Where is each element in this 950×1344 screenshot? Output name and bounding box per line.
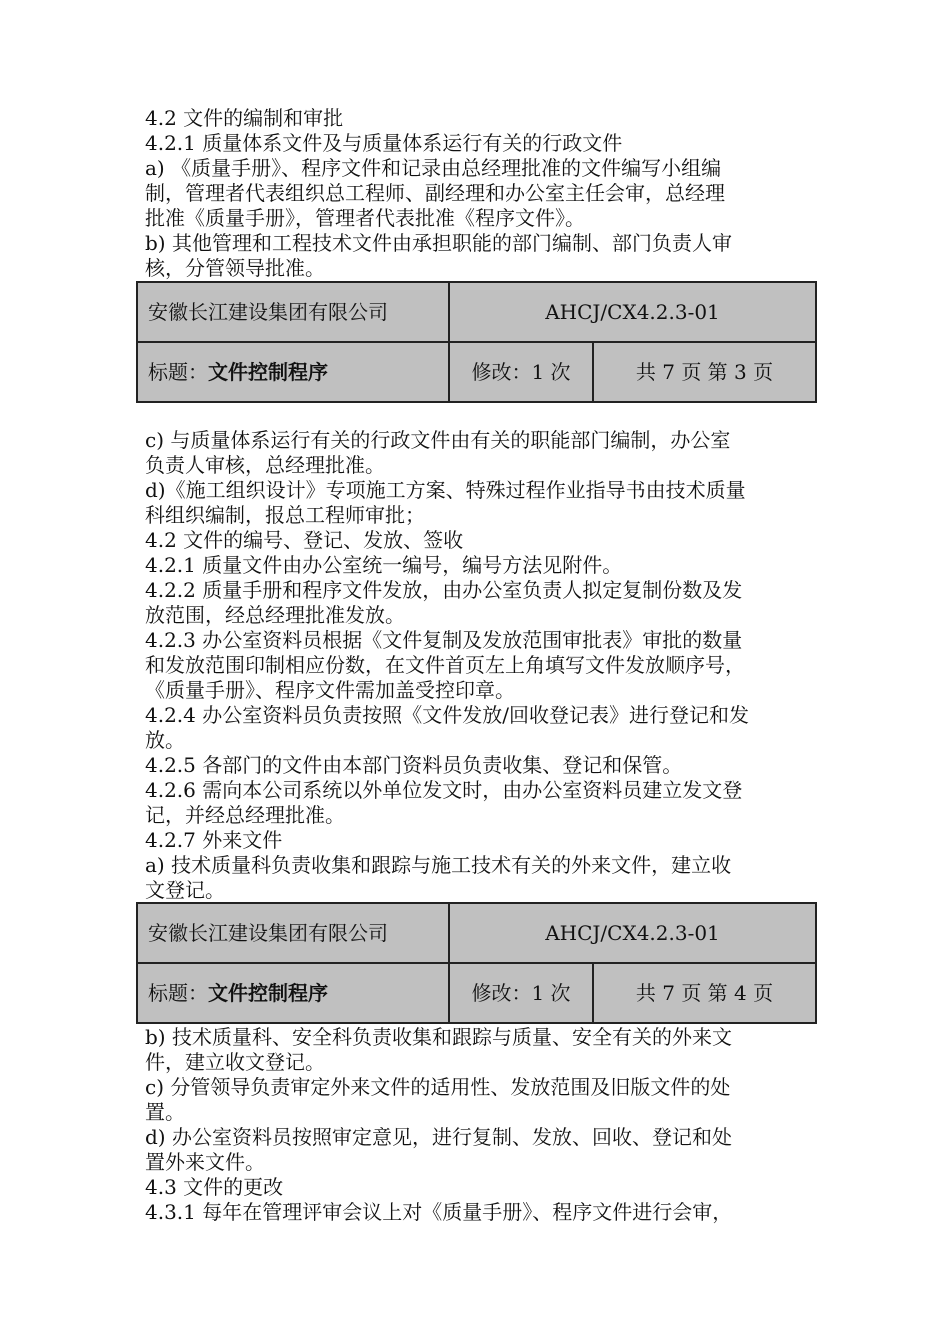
text-line: 放范围，经总经理批准发放。 bbox=[145, 603, 405, 627]
text-line: a) 《质量手册》、程序文件和记录由总经理批准的文件编写小组编 bbox=[145, 156, 722, 180]
text-line: d)《施工组织设计》专项施工方案、特殊过程作业指导书由技术质量 bbox=[145, 478, 746, 502]
title-prefix: 标题： bbox=[148, 359, 208, 384]
title-prefix: 标题： bbox=[148, 980, 208, 1005]
text-line: 置。 bbox=[145, 1100, 185, 1124]
text-line: 件，建立收文登记。 bbox=[145, 1050, 325, 1074]
text-line: 4.3.1 每年在管理评审会议上对《质量手册》、程序文件进行会审， bbox=[145, 1200, 733, 1224]
text-line: 4.2.2 质量手册和程序文件发放，由办公室负责人拟定复制份数及发 bbox=[145, 578, 743, 602]
text-line: b) 技术质量科、安全科负责收集和跟踪与质量、安全有关的外来文 bbox=[145, 1025, 732, 1049]
text-line: 4.2.1 质量文件由办公室统一编号，编号方法见附件。 bbox=[145, 553, 623, 577]
text-line: 4.2.3 办公室资料员根据《文件复制及发放范围审批表》审批的数量 bbox=[145, 628, 743, 652]
text-line: 制，管理者代表组织总工程师、副经理和办公室主任会审，总经理 bbox=[145, 181, 725, 205]
page-count: 共 7 页 第 3 页 bbox=[593, 342, 816, 402]
section-external-documents bbox=[145, 1025, 817, 1225]
revision-count: 修改：1 次 bbox=[449, 963, 593, 1023]
section-4-2-compilation bbox=[145, 106, 817, 281]
text-line: 4.2.1 质量体系文件及与质量体系运行有关的行政文件 bbox=[145, 131, 623, 155]
document-title bbox=[137, 963, 449, 1023]
title-text: 文件控制程序 bbox=[208, 359, 328, 384]
text-line: 4.2.5 各部门的文件由本部门资料员负责收集、登记和保管。 bbox=[145, 753, 683, 777]
text-line: d) 办公室资料员按照审定意见，进行复制、发放、回收、登记和处 bbox=[145, 1125, 732, 1149]
text-line: 科组织编制，报总工程师审批； bbox=[145, 503, 425, 527]
text-line: 4.2.6 需向本公司系统以外单位发文时，由办公室资料员建立发文登 bbox=[145, 778, 743, 802]
text-line: c) 与质量体系运行有关的行政文件由有关的职能部门编制，办公室 bbox=[145, 428, 731, 452]
page-header-table-2 bbox=[136, 902, 817, 1024]
section-4-2-numbering bbox=[145, 428, 817, 903]
text-line: 置外来文件。 bbox=[145, 1150, 265, 1174]
text-line: 4.2 文件的编号、登记、发放、签收 bbox=[145, 528, 464, 552]
page-header-table-1 bbox=[136, 281, 817, 403]
document-code: AHCJ/CX4.2.3-01 bbox=[449, 903, 816, 963]
text-line: 4.2.7 外来文件 bbox=[145, 828, 283, 852]
text-line: a) 技术质量科负责收集和跟踪与施工技术有关的外来文件，建立收 bbox=[145, 853, 732, 877]
company-name: 安徽长江建设集团有限公司 bbox=[137, 282, 449, 342]
text-line: 文登记。 bbox=[145, 878, 225, 902]
page-count: 共 7 页 第 4 页 bbox=[593, 963, 816, 1023]
document-code: AHCJ/CX4.2.3-01 bbox=[449, 282, 816, 342]
company-name: 安徽长江建设集团有限公司 bbox=[137, 903, 449, 963]
text-line: 4.2.4 办公室资料员负责按照《文件发放/回收登记表》进行登记和发 bbox=[145, 703, 749, 727]
text-line: 《质量手册》、程序文件需加盖受控印章。 bbox=[145, 678, 515, 702]
text-line: 放。 bbox=[145, 728, 185, 752]
text-line: 负责人审核，总经理批准。 bbox=[145, 453, 385, 477]
text-line: 4.2 文件的编制和审批 bbox=[145, 106, 344, 130]
text-line: 和发放范围印制相应份数，在文件首页左上角填写文件发放顺序号， bbox=[145, 653, 745, 677]
text-line: 4.3 文件的更改 bbox=[145, 1175, 284, 1199]
text-line: b) 其他管理和工程技术文件由承担职能的部门编制、部门负责人审 bbox=[145, 231, 732, 255]
text-line: c) 分管领导负责审定外来文件的适用性、发放范围及旧版文件的处 bbox=[145, 1075, 731, 1099]
title-text: 文件控制程序 bbox=[208, 980, 328, 1005]
revision-count: 修改：1 次 bbox=[449, 342, 593, 402]
text-line: 核，分管领导批准。 bbox=[145, 256, 325, 280]
document-title bbox=[137, 342, 449, 402]
text-line: 记，并经总经理批准。 bbox=[145, 803, 345, 827]
text-line: 批准《质量手册》，管理者代表批准《程序文件》。 bbox=[145, 206, 585, 230]
